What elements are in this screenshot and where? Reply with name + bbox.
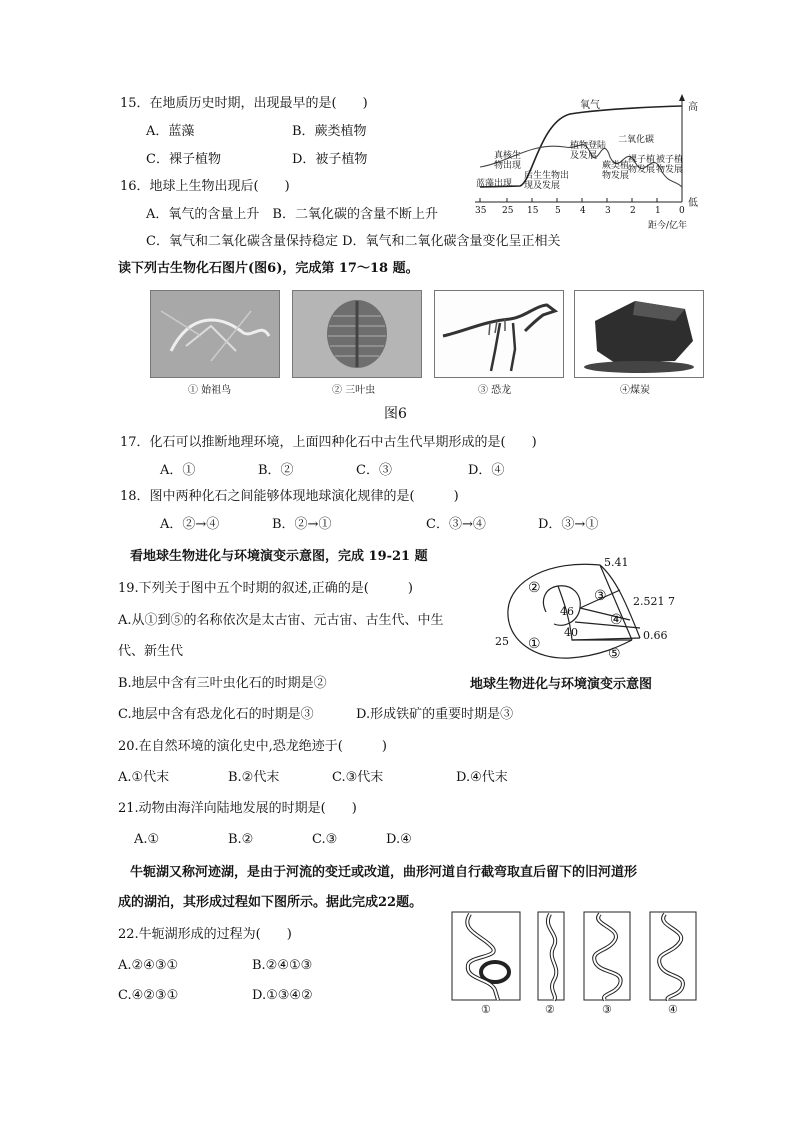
tick-0: 0 — [679, 206, 685, 216]
tick-3: 3 — [605, 206, 611, 216]
q16-options-cd: C．氧气和二氧化碳含量保持稳定 D．氧气和二氧化碳含量变化呈正相关 — [146, 234, 561, 249]
x-axis-label: 距今/亿年 — [648, 221, 688, 231]
axis-high-label: 高 — [688, 102, 698, 113]
q17-option-b: B．② — [258, 463, 294, 478]
river-label-2: ② — [545, 1003, 555, 1016]
q15-option-b: B．蕨类植物 — [292, 124, 367, 139]
spiral-value-066: 0.66 — [643, 629, 668, 642]
q22-stem: 22.牛轭湖形成的过程为( ) — [118, 927, 292, 942]
trilobite-fossil-image — [292, 290, 422, 378]
tick-2: 2 — [630, 206, 636, 216]
label-zhenhe-2: 物出现 — [494, 161, 522, 171]
fossil-caption-2: ② 三叶虫 — [332, 385, 376, 396]
coal-image — [574, 290, 704, 378]
tick-1: 1 — [655, 206, 661, 216]
q15-option-c: C．裸子植物 — [146, 152, 221, 167]
q20-option-c: C.③代末 — [332, 770, 384, 785]
q21-stem: 21.动物由海洋向陆地发展的时期是( ) — [118, 801, 357, 816]
evolution-spiral-diagram — [490, 550, 690, 668]
spiral-value-40: 40 — [564, 626, 578, 639]
q16-stem: 16．地球上生物出现后( ) — [120, 179, 290, 194]
q19-option-c: C.地层中含有恐龙化石的时期是③ — [118, 707, 314, 722]
oxbow-lake-diagrams — [450, 910, 700, 1020]
fossil-caption-3: ③ 恐龙 — [478, 385, 512, 396]
label-housheng-2: 现及发展 — [524, 181, 561, 191]
fossil-intro: 读下列古生物化石图片(图6)，完成第 17～18 题。 — [118, 261, 419, 276]
spiral-value-25: 25 — [495, 635, 509, 648]
river-label-4: ④ — [668, 1003, 678, 1016]
q17-option-a: A．① — [160, 463, 196, 478]
intro-19-21: 看地球生物进化与环境演变示意图，完成 19-21 题 — [130, 549, 428, 564]
label-zhiwu-2: 及发展 — [570, 151, 598, 161]
q18-option-c: C．③→④ — [426, 517, 486, 532]
dinosaur-skeleton-image — [434, 290, 564, 378]
q17-option-c: C．③ — [356, 463, 392, 478]
q18-option-b: B．②→① — [272, 517, 332, 532]
q20-option-b: B.②代末 — [228, 770, 280, 785]
fossil-caption-1: ① 始祖鸟 — [188, 385, 232, 396]
figure-caption: 图6 — [384, 406, 407, 422]
co2-label: 二氧化碳 — [618, 135, 655, 145]
q20-option-a: A.①代末 — [118, 770, 170, 785]
label-jue-2: 物发展 — [602, 171, 630, 181]
intro-22-line1: 牛轭湖又称河迹湖，是由于河流的变迁或改道，曲形河道自行截弯取直后留下的旧河道形 — [130, 865, 638, 880]
period-5-label: ⑤ — [608, 646, 621, 662]
q19-option-a-line2: 代、新生代 — [118, 644, 184, 659]
q19-option-b: B.地层中含有三叶虫化石的时期是② — [118, 676, 327, 691]
tick-4: 4 — [580, 206, 586, 216]
q16-options-ab: A．氧气的含量上升 B．二氧化碳的含量不断上升 — [146, 207, 438, 222]
atmosphere-chart — [470, 92, 700, 232]
period-1-label: ① — [528, 636, 541, 652]
q19-option-d: D.形成铁矿的重要时期是③ — [356, 707, 514, 722]
label-zhiwu-1: 植物登陆 — [570, 141, 607, 151]
spiral-value-541: 5.41 — [604, 556, 629, 569]
q21-option-c: C.③ — [312, 832, 338, 847]
river-label-1: ① — [481, 1003, 491, 1016]
label-beizi-2: 物发展 — [656, 165, 684, 175]
q18-option-a: A．②→④ — [160, 517, 220, 532]
q22-option-c: C.④②③① — [118, 988, 179, 1003]
q17-option-d: D．④ — [468, 463, 505, 478]
period-2-label: ② — [528, 580, 541, 596]
q18-stem: 18．图中两种化石之间能够体现地球演化规律的是( ) — [120, 489, 459, 504]
q22-option-b: B.②④①③ — [252, 958, 313, 973]
label-luozi-1: 裸子植 — [628, 155, 656, 165]
q18-option-d: D．③→① — [538, 517, 599, 532]
period-4-label: ④ — [610, 612, 623, 628]
spiral-caption: 地球生物进化与环境演变示意图 — [470, 677, 653, 692]
tick-15: 15 — [527, 206, 539, 216]
oxygen-label: 氧气 — [580, 100, 600, 111]
tick-35: 35 — [475, 206, 487, 216]
q15-option-a: A．蓝藻 — [146, 124, 195, 139]
q15-option-d: D．被子植物 — [292, 152, 368, 167]
q20-stem: 20.在自然环境的演化史中,恐龙绝迹于( ) — [118, 739, 387, 754]
q17-stem: 17．化石可以推断地理环境，上面四种化石中古生代早期形成的是( ) — [120, 435, 537, 450]
q19-option-a-line1: A.从①到⑤的名称依次是太古宙、元古宙、古生代、中生 — [118, 613, 444, 628]
label-beizi-1: 被子植 — [656, 155, 684, 165]
q22-option-d: D.①③④② — [252, 988, 313, 1003]
river-label-3: ③ — [602, 1003, 612, 1016]
label-jue-1: 蕨类植 — [602, 161, 630, 171]
spiral-value-46: 46 — [560, 605, 574, 618]
q19-stem: 19.下列关于图中五个时期的叙述,正确的是( ) — [118, 581, 413, 596]
archaeopteryx-fossil-image — [150, 290, 280, 378]
tick-25: 25 — [502, 206, 514, 216]
period-3-label: ③ — [594, 588, 607, 604]
axis-low-label: 低 — [688, 198, 698, 209]
tick-5: 5 — [555, 206, 561, 216]
spiral-value-2521: 2.521 7 — [633, 595, 675, 608]
intro-22-line2: 成的湖泊，其形成过程如下图所示。据此完成22题。 — [118, 895, 423, 910]
label-housheng-1: 后生生物出 — [524, 171, 570, 181]
q22-option-a: A.②④③① — [118, 958, 179, 973]
label-zhenhe-1: 真核生 — [494, 151, 522, 161]
q21-option-d: D.④ — [386, 832, 412, 847]
label-lanzao: 蓝藻出现 — [476, 179, 513, 189]
q20-option-d: D.④代末 — [456, 770, 508, 785]
fossil-caption-4: ④煤炭 — [620, 385, 650, 396]
q21-option-b: B.② — [228, 832, 254, 847]
q21-option-a: A.① — [134, 832, 160, 847]
q15-stem: 15．在地质历史时期，出现最早的是( ) — [120, 96, 368, 111]
label-luozi-2: 物发展 — [628, 165, 656, 175]
